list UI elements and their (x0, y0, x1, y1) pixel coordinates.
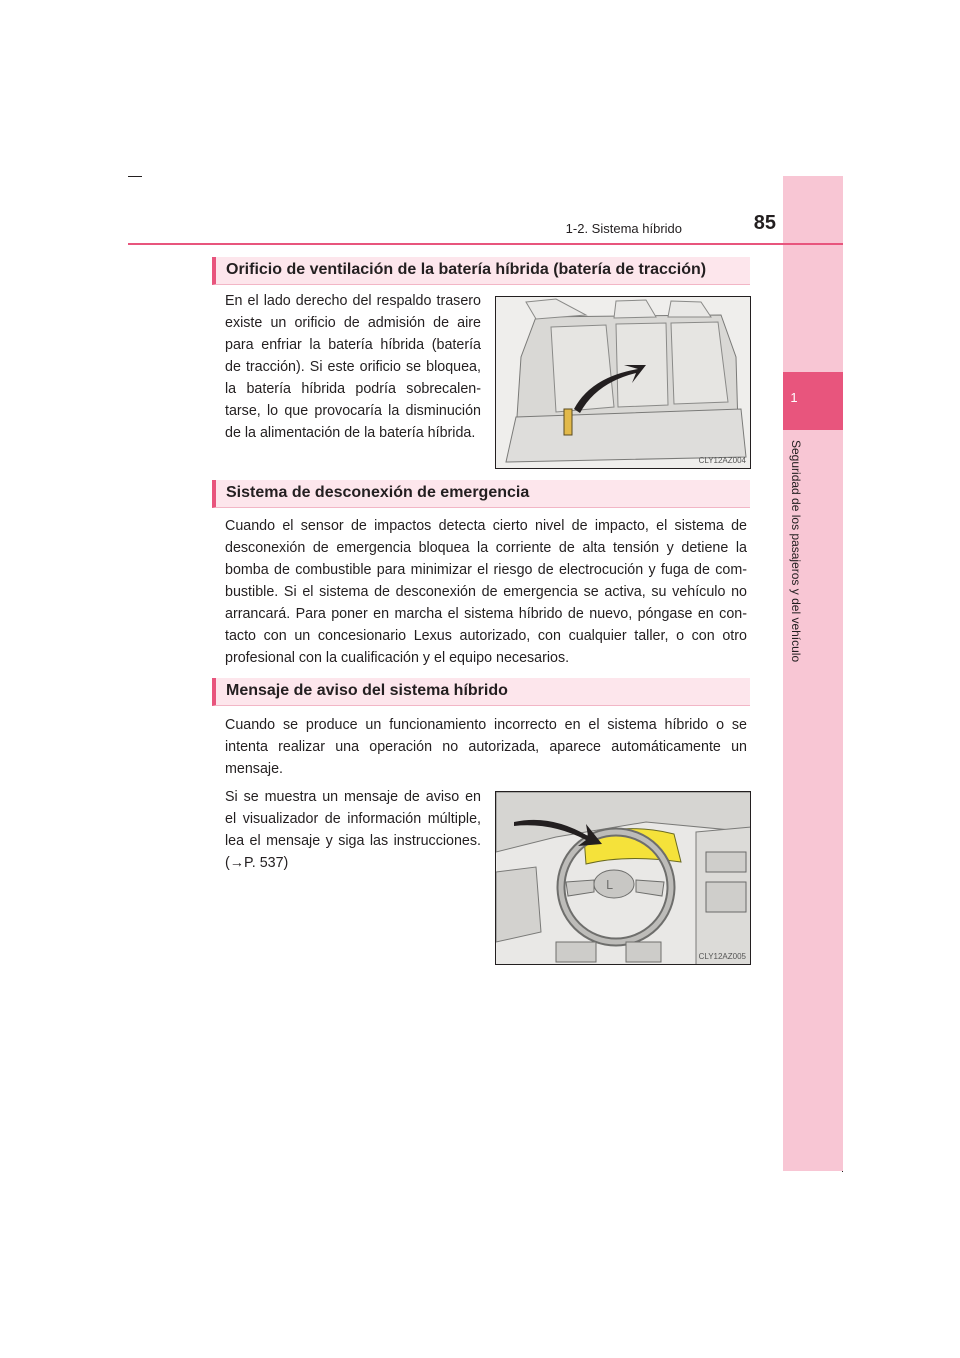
figure-dashboard (495, 791, 751, 965)
rear-seat-illustration (496, 297, 751, 469)
section-heading-emergency (212, 480, 750, 508)
header-rule (128, 243, 843, 245)
figure-code: CLY12AZ004 (698, 456, 746, 465)
chapter-number: 1 (790, 390, 798, 405)
crop-mark-top-left (128, 176, 142, 177)
page-number: 85 (753, 212, 776, 234)
paragraph-warning-2: Si se muestra un mensaje de aviso en el visualizador de información múltiple, lea el mensaje y siga las instrucciones. (→P. 537) (225, 789, 481, 871)
section-heading-warning (212, 678, 750, 706)
section-heading-text: Orificio de ventilación de la batería híbrida (batería de tracción) (226, 261, 707, 278)
figure-code: CLY12AZ005 (698, 952, 746, 961)
section-heading-text: Mensaje de aviso del sistema híbrido (226, 682, 508, 699)
figure-rear-seat (495, 296, 751, 469)
paragraph-warning-1: Cuando se produce un funcionamiento incorrecto en el sistema híbrido o se intenta realizar una operación no autorizada, aparece automáticamente un mensaje. (225, 717, 747, 777)
paragraph-ventilation: En el lado derecho del respaldo trasero existe un orificio de admisión de aire para enfriar la batería híbrida (batería de tracción). Si este orificio se bloquea, la batería híbrida podría sobrecalen-tarse, lo que provocaría la disminución de la alimentación de la batería híbrida. (225, 293, 481, 441)
section-heading-text: Sistema de desconexión de emergencia (226, 484, 530, 501)
section-heading-ventilation (212, 257, 750, 285)
svg-text:L: L (606, 878, 613, 892)
paragraph-emergency: Cuando el sensor de impactos detecta cierto nivel de impacto, el sistema de desconexión de emergencia bloquea la corriente de alta tensión y detiene la bomba de combustible para minimizar el riesgo de electrocución y fuga de com-bustible. Si el sistema de desconexión de emergencia se activa, su vehículo no arrancará. Para poner en marcha el sistema híbrido de nuevo, póngase en con-tacto con un concesionario Lexus autorizado, con cualquier taller, o con otro profesional con la cualificación y el equipo necesarios. (225, 518, 747, 666)
running-header: 1-2. Sistema híbrido (565, 221, 682, 236)
chapter-title: Seguridad de los pasajeros y del vehículo (789, 440, 803, 663)
dashboard-illustration (496, 792, 751, 965)
